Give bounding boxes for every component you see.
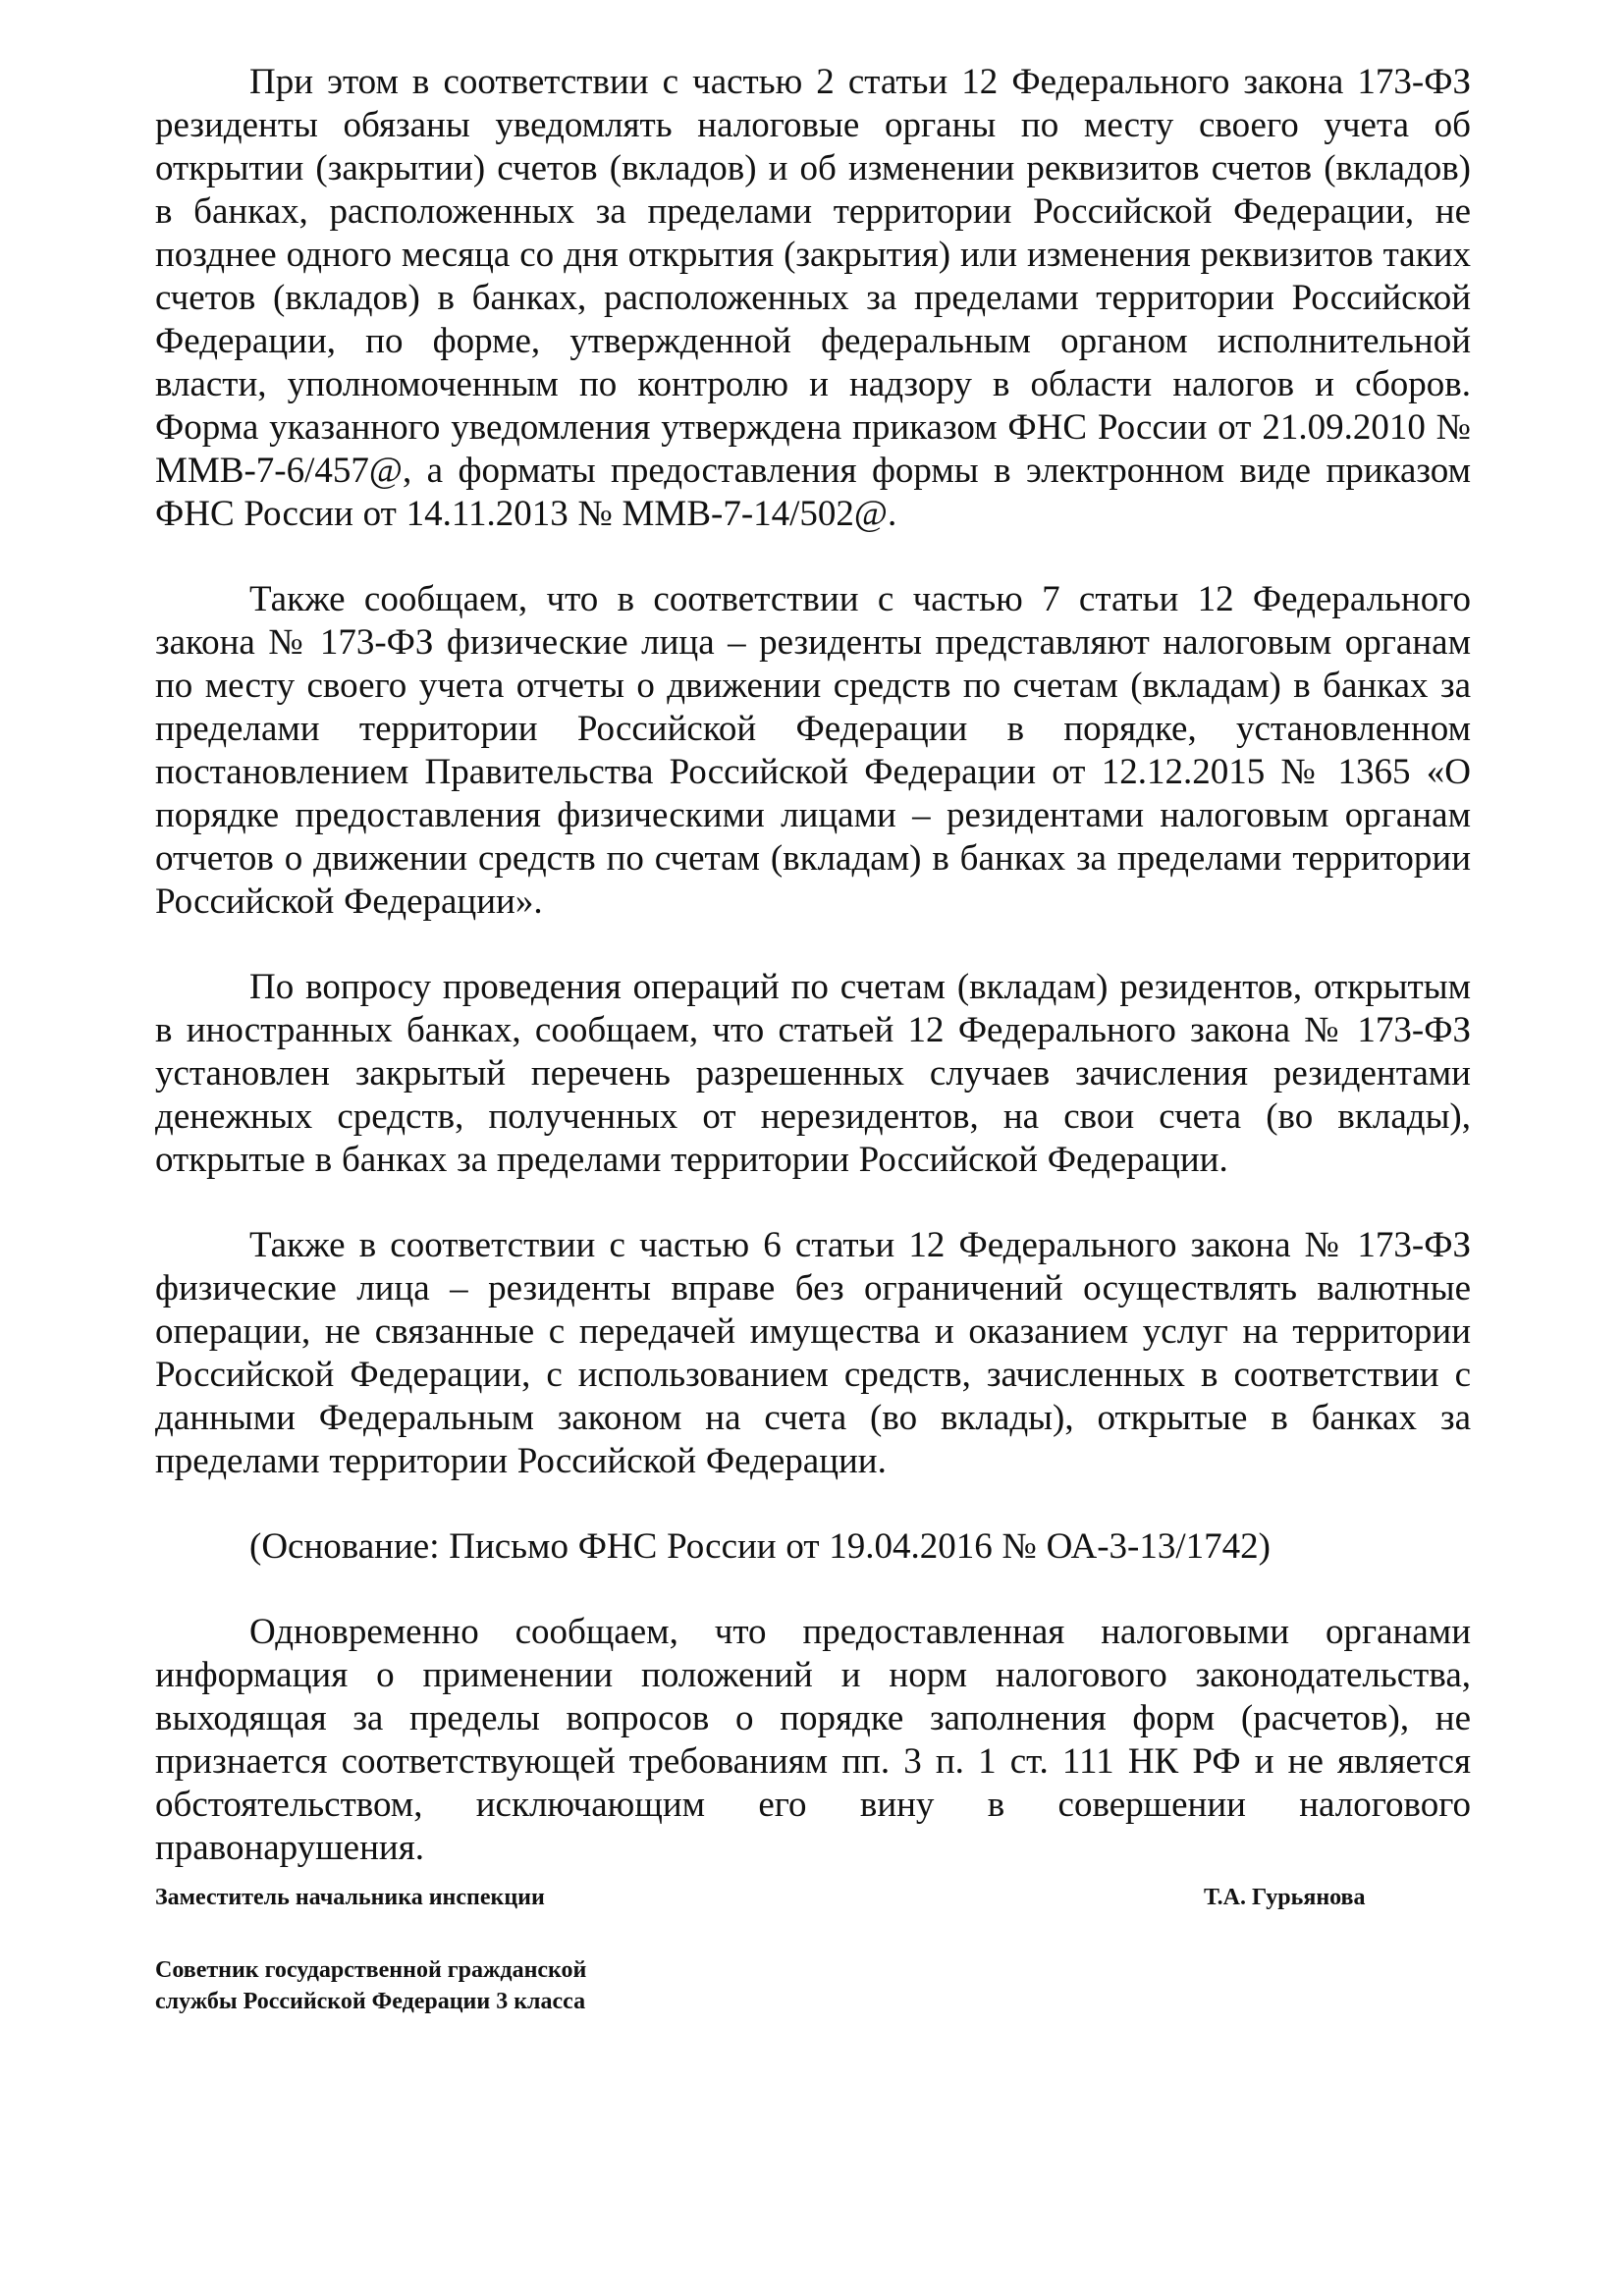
- document-body: [155, 61, 1471, 1912]
- paragraph-movement-reports: Также сообщаем, что в соответствии с частью 7 статьи 12 Федерального закона № 173-ФЗ физические лица – резиденты представляют налоговым органам по месту своего учета отчеты о движении средств по счетам (вкладам) в банках за пределами территории Российской Федерации в порядке, установленном постановлением Правительства Российской Федерации от 12.12.2015 № 1365 «О порядке предоставления физическими лицами – резидентами налоговым органам отчетов о движении средств по счетам (вкладам) в банках за пределами территории Российской Федерации».: [155, 579, 1471, 922]
- signature-rank: [155, 1954, 744, 2017]
- signature-role: Заместитель начальника инспекции: [155, 1885, 545, 1910]
- paragraph-basis-reference: (Основание: Письмо ФНС России от 19.04.2016 № ОА-3-13/1742): [249, 1526, 1271, 1567]
- signature-rank-line-2: службы Российской Федерации 3 класса: [155, 1989, 586, 2014]
- paragraph-account-notification: При этом в соответствии с частью 2 статьи 12 Федерального закона 173-ФЗ резиденты обязаны уведомлять налоговые органы по месту своего учета об открытии (закрытии) счетов (вкладов) и об изменении реквизитов счетов (вкладов) в банках, расположенных за пределами территории Российской Федерации, не позднее одного месяца со дня открытия (закрытия) или изменения реквизитов таких счетов (вкладов) в банках, расположенных за пределами территории Российской Федерации, по форме, утвержденной федеральным органом исполнительной власти, уполномоченным по контролю и надзору в области налогов и сборов. Форма указанного уведомления утверждена приказом ФНС России от 21.09.2010 № ММВ-7-6/457@, а форматы предоставления формы в электронном виде приказом ФНС России от 14.11.2013 № ММВ-7-14/502@.: [155, 62, 1471, 534]
- signature-name: Т.А. Гурьянова: [1204, 1885, 1366, 1910]
- paragraph-foreign-bank-operations: По вопросу проведения операций по счетам (вкладам) резидентов, открытым в иностранных банках, сообщаем, что статьей 12 Федерального закона № 173-ФЗ установлен закрытый перечень разрешенных случаев зачисления резидентами денежных средств, полученных от нерезидентов, на свои счета (во вклады), открытые в банках за пределами территории Российской Федерации.: [155, 967, 1471, 1180]
- paragraph-disclaimer: Одновременно сообщаем, что предоставленная налоговыми органами информация о применении положений и норм налогового законодательства, выходящая за пределы вопросов о порядке заполнения форм (расчетов), не признается соответствующей требованиям пп. 3 п. 1 ст. 111 НК РФ и не является обстоятельством, исключающим его вину в совершении налогового правонарушения.: [155, 1612, 1471, 1868]
- paragraph-currency-operations: Также в соответствии с частью 6 статьи 12 Федерального закона № 173-ФЗ физические лица – резиденты вправе без ограничений осуществлять валютные операции, не связанные с передачей имущества и оказанием услуг на территории Российской Федерации, с использованием средств, зачисленных в соответствии с данными Федеральным законом на счета (во вклады), открытые в банках за пределами территории Российской Федерации.: [155, 1225, 1471, 1481]
- signature-rank-line-1: Советник государственной гражданской: [155, 1957, 587, 1983]
